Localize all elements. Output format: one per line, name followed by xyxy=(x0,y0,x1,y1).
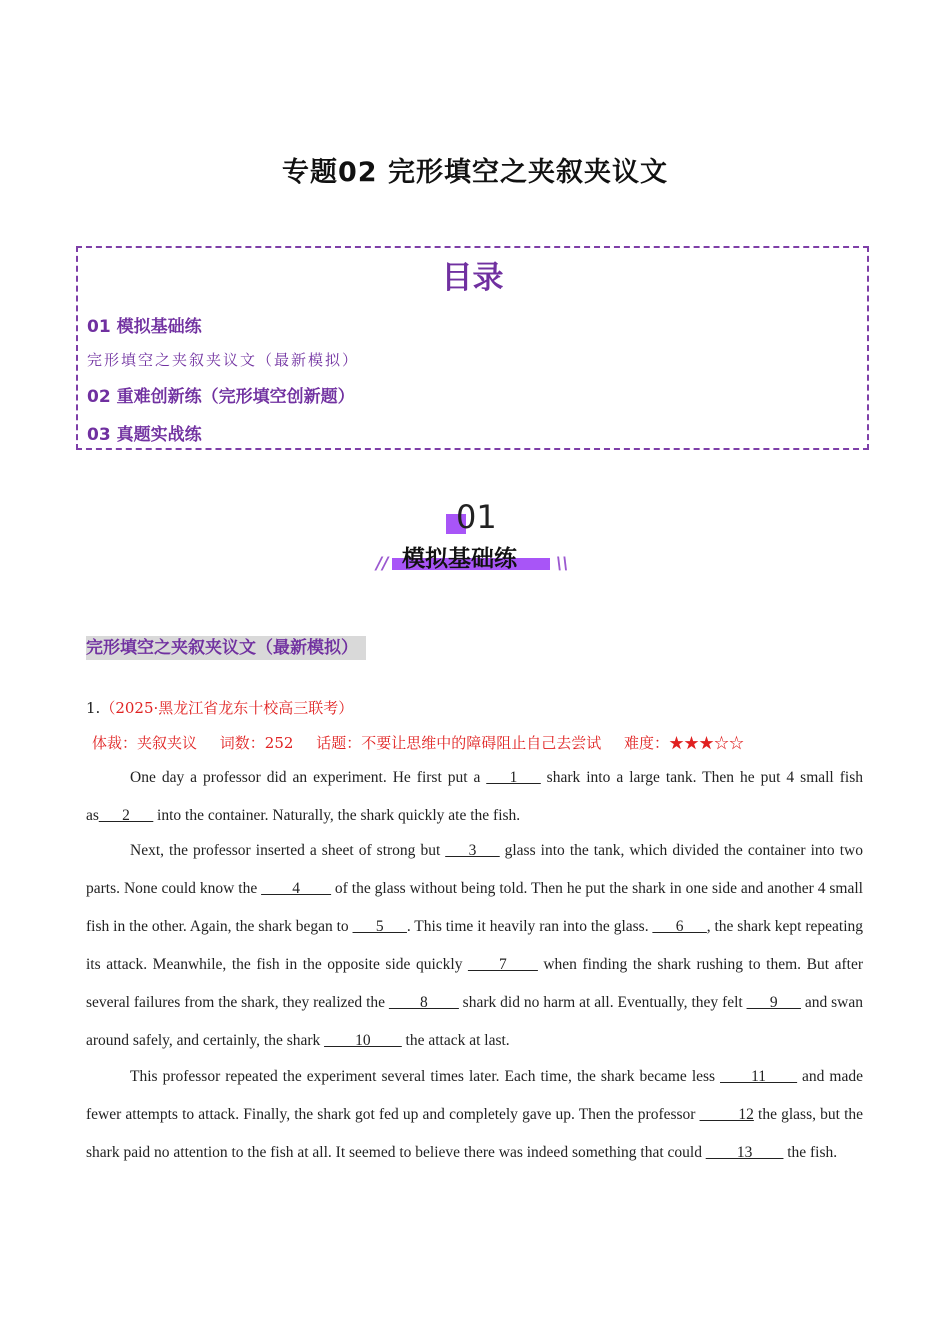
paragraph-2: Next, the professor inserted a sheet of strong but ___3___ glass into the tank, which divided the container into two parts. None could know the ____4____ of the glass without being told. Then he put the shark in one side and another 4 small fish in the other. Again, the shark began to ___5___. This time it heavily ran into the glass. ___6___, the shark kept repeating its attack. Meanwhile, the fish in the opposite side quickly ____7____ when finding the shark rushing to them. But after several failures from the shark, they realized the ____8____ shark did no harm at all. Eventually, they felt ___9___ and swan around safely, and certainly, the shark ____10____ the attack at last. xyxy=(86,842,864,1049)
section-label: 完形填空之夹叙夹议文（最新模拟） xyxy=(86,636,366,660)
toc-subitem[interactable]: 完形填空之夹叙夹议文（最新模拟） xyxy=(87,351,360,369)
meta-genre: 体裁：夹叙夹议 xyxy=(92,734,198,752)
blank-9[interactable]: ___9___ xyxy=(746,994,801,1011)
question-header xyxy=(86,697,353,718)
blank-7[interactable]: ____7____ xyxy=(468,956,538,973)
toc-item-02[interactable]: 02 重难创新练（完形填空创新题） xyxy=(87,387,355,407)
toc-item-01[interactable]: 01 模拟基础练 xyxy=(87,317,202,337)
blank-5[interactable]: ___5___ xyxy=(352,918,407,935)
toc-heading: 目录 xyxy=(441,260,504,296)
meta-topic: 话题：不要让思维中的障碍阻止自己去尝试 xyxy=(316,734,602,752)
blank-11[interactable]: ____11____ xyxy=(720,1068,798,1085)
blank-2[interactable]: ___2___ xyxy=(98,807,154,824)
blank-6[interactable]: ___6___ xyxy=(652,918,707,935)
banner-title: 模拟基础练 xyxy=(402,546,517,572)
paragraph-1: One day a professor did an experiment. He first put a ___1___ shark into a large tank. Then he put 4 small fish as___2___ into the container. Naturally, the shark quickly ate the fish. xyxy=(86,769,863,824)
meta-difficulty: 难度：★★★☆☆ xyxy=(624,734,745,752)
toc-item-03[interactable]: 03 真题实战练 xyxy=(87,425,202,445)
blank-1[interactable]: ___1___ xyxy=(486,769,541,786)
question-source: （2025·黑龙江省龙东十校高三联考） xyxy=(100,699,354,717)
blank-10[interactable]: ____10____ xyxy=(324,1032,402,1049)
blank-12[interactable]: _____12 xyxy=(699,1106,754,1123)
banner-slash-left: // xyxy=(376,554,389,574)
blank-13[interactable]: ____13____ xyxy=(705,1144,784,1161)
section-banner xyxy=(370,498,580,582)
blank-8[interactable]: ____8____ xyxy=(388,994,459,1011)
blank-4[interactable]: ____4____ xyxy=(261,880,331,897)
table-of-contents xyxy=(76,246,869,450)
blank-3[interactable]: ___3___ xyxy=(445,842,500,859)
meta-words: 词数：252 xyxy=(219,734,294,752)
question-number: 1. xyxy=(86,699,101,717)
banner-number: 01 xyxy=(456,498,497,536)
page-title: 专题02 完形填空之夹叙夹议文 xyxy=(282,157,668,188)
paragraph-3: This professor repeated the experiment several times later. Each time, the shark became less ____11____ and made fewer attempts to attack. Finally, the shark got fed up and completely gave up. Then the professor _____12 the glass, but the shark paid no attention to the fish at all. It seemed to believe there was indeed something that could ____13____ the fish. xyxy=(86,1068,863,1161)
question-meta xyxy=(92,732,762,753)
banner-slash-right: \\ xyxy=(556,554,569,574)
